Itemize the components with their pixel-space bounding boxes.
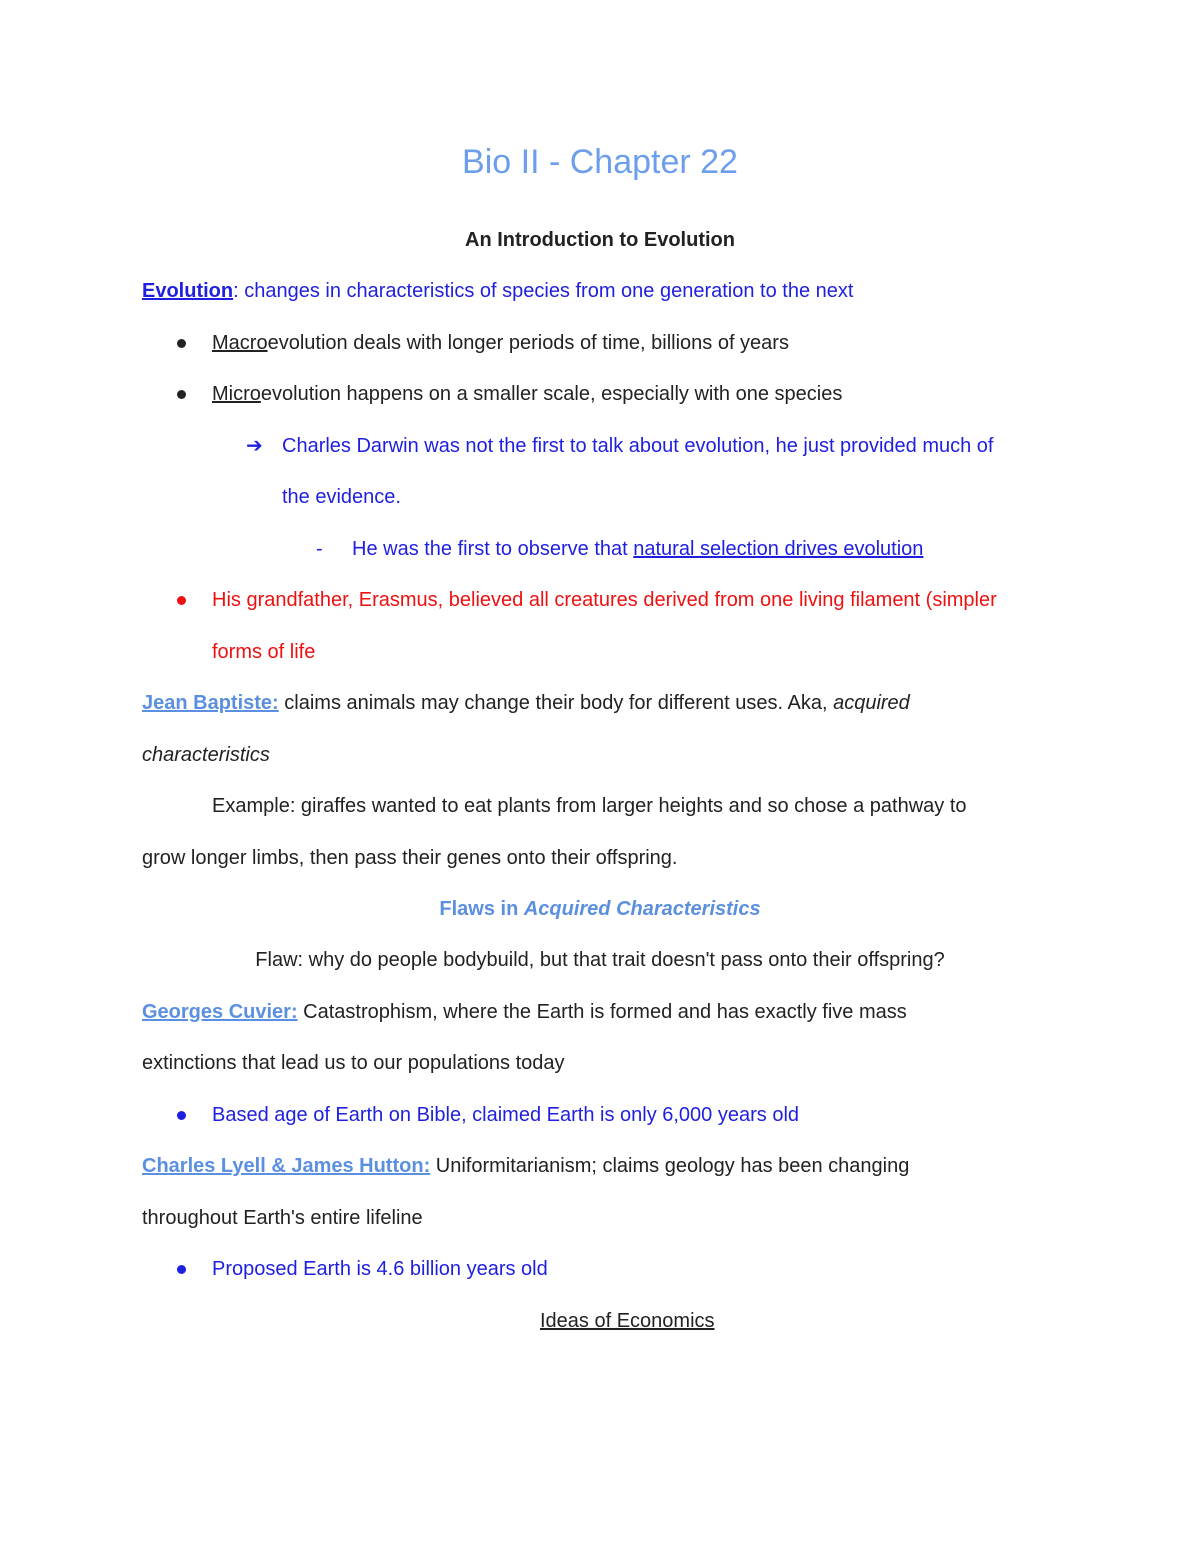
cuvier-bullet: Based age of Earth on Bible, claimed Earth is only 6,000 years old: [212, 1104, 800, 1126]
document-title: Bio II - Chapter 22: [462, 143, 738, 181]
cuvier-line-2: extinctions that lead us to our populations today: [142, 1052, 565, 1074]
flaws-heading-prefix: Flaws in: [439, 898, 524, 920]
lyell-text: Uniformitarianism; claims geology has been changing: [430, 1155, 910, 1177]
example-line-1: Example: giraffes wanted to eat plants from larger heights and so chose a pathway to: [212, 795, 967, 817]
jean-baptiste-italic-1: acquired: [833, 692, 910, 714]
evolution-definition: [142, 279, 853, 303]
natural-selection-underlined: natural selection drives evolution: [633, 538, 924, 560]
flaws-heading: [0, 897, 1200, 921]
cuvier-text: Catastrophism, where the Earth is formed and has exactly five mass: [297, 1001, 907, 1023]
micro-prefix: Micro: [212, 383, 261, 405]
section-subtitle: An Introduction to Evolution: [465, 229, 735, 251]
jean-baptiste-line-1: [142, 691, 910, 715]
arrow-icon: ➔: [246, 435, 263, 457]
bullet-icon: [177, 390, 186, 399]
bullet-icon: [177, 1265, 186, 1274]
macro-prefix: Macro: [212, 332, 268, 354]
evolution-definition-text: : changes in characteristics of species from one generation to the next: [233, 280, 854, 302]
darwin-line-1: Charles Darwin was not the first to talk about evolution, he just provided much of: [282, 435, 994, 457]
erasmus-line-1: His grandfather, Erasmus, believed all creatures derived from one living filament (simpler: [212, 589, 997, 611]
cuvier-line-1: [142, 1000, 907, 1024]
lyell-line-2: throughout Earth's entire lifeline: [142, 1207, 423, 1229]
lyell-line-1: [142, 1154, 909, 1178]
jean-baptiste-name: Jean Baptiste:: [142, 692, 279, 714]
natural-selection-text: He was the first to observe that: [352, 538, 634, 560]
bullet-icon: [177, 339, 186, 348]
dash-marker: -: [316, 538, 323, 560]
economics-heading: Ideas of Economics: [540, 1310, 715, 1332]
evolution-term: Evolution: [142, 280, 234, 302]
bullet-icon: [177, 1111, 186, 1120]
natural-selection-item: [352, 537, 923, 561]
flaw-text: Flaw: why do people bodybuild, but that trait doesn't pass onto their offspring?: [255, 949, 945, 971]
darwin-line-2: the evidence.: [282, 486, 401, 508]
jean-baptiste-line-2: characteristics: [142, 744, 270, 766]
flaws-heading-italic: Acquired Characteristics: [523, 898, 761, 920]
macro-text: evolution deals with longer periods of time, billions of years: [267, 332, 789, 354]
erasmus-line-2: forms of life: [212, 641, 316, 663]
cuvier-name: Georges Cuvier:: [142, 1001, 298, 1023]
example-line-2: grow longer limbs, then pass their genes onto their offspring.: [142, 847, 678, 869]
microevolution-item: [212, 382, 842, 406]
macroevolution-item: [212, 331, 789, 355]
jean-baptiste-text: claims animals may change their body for different uses. Aka,: [278, 692, 834, 714]
micro-text: evolution happens on a smaller scale, especially with one species: [260, 383, 843, 405]
lyell-hutton-name: Charles Lyell & James Hutton:: [142, 1155, 431, 1177]
lyell-bullet: Proposed Earth is 4.6 billion years old: [212, 1258, 548, 1280]
bullet-icon: [177, 596, 186, 605]
